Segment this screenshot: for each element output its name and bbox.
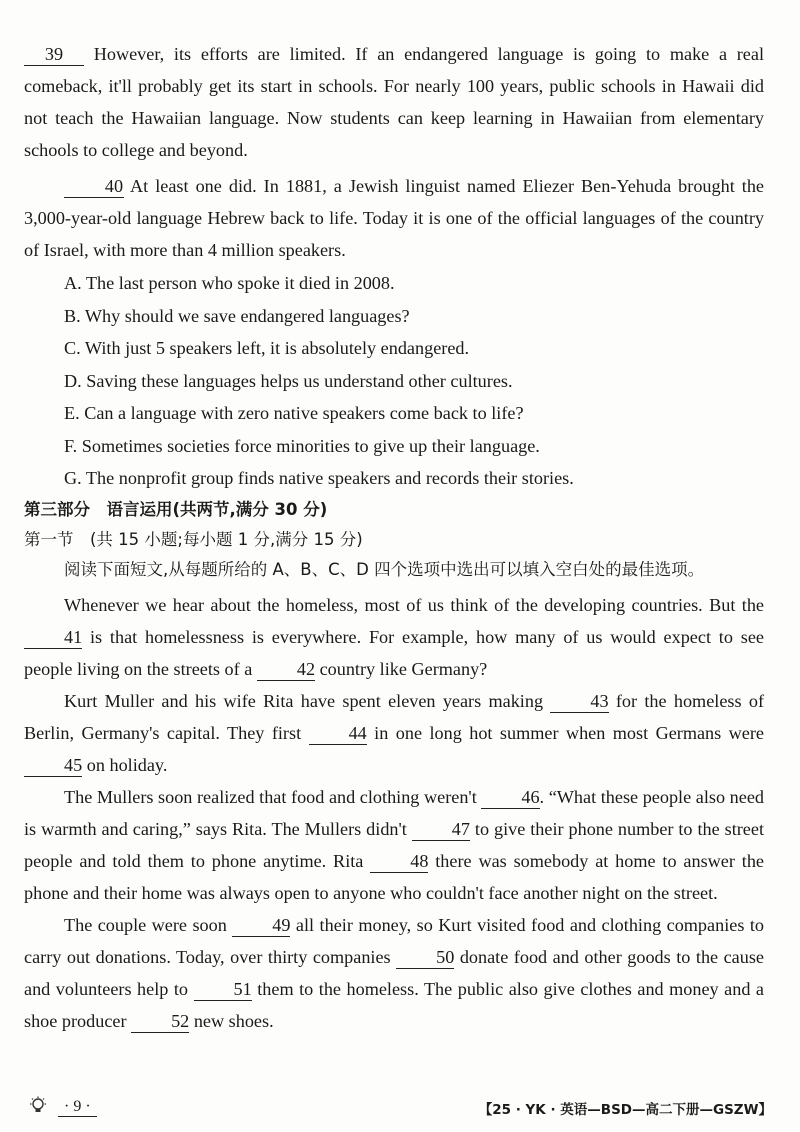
passage-paragraph-3: The Mullers soon realized that food and clothing weren't 46. “What these people also need is warmth and caring,” says Rita. The Mullers didn't 47 to give their phone number to the street people and told them to phone anytime. Rita 48 there was somebody at home to answer the phone and their home was always open to anyone who couldn't face another night on the street.	[24, 786, 765, 903]
page-number: · 9 ·	[58, 1098, 97, 1117]
page-content	[24, 38, 764, 1037]
blank-51: 51	[194, 978, 252, 1001]
passage-paragraph-4: The couple were soon 49 all their money, so Kurt visited food and clothing companies to carry out donations. Today, over thirty companies 50 donate food and other goods to the cause and volunteers help to 51 them to the homeless. The public also give clothes and money and a shoe producer 52 new shoes.	[24, 914, 765, 1031]
document-code: 【25 · YK · 英语—BSD—高二下册—GSZW】	[478, 1102, 772, 1118]
section-instructions: 阅读下面短文,从每题所给的 A、B、C、D 四个选项中选出可以填入空白处的最佳选项。	[64, 559, 705, 579]
section-title: 第三部分 语言运用(共两节,满分 30 分)	[24, 499, 328, 519]
options-list	[24, 267, 764, 495]
blank-48: 48	[370, 850, 428, 873]
blank-43: 43	[550, 690, 608, 713]
blank-46: 46	[481, 786, 539, 809]
blank-47: 47	[412, 818, 470, 841]
option-e: E. Can a language with zero native speakers come back to life?	[64, 403, 524, 423]
paragraph-39: 39 However, its efforts are limited. If an endangered language is going to make a real comeback, it'll probably get its start in schools. For nearly 100 years, public schools in Hawaii did not teach the Hawaiian language. Now students can keep learning in Hawaiian from elementary schools to college and beyond.	[24, 44, 764, 160]
page-footer	[28, 1094, 772, 1122]
blank-42: 42	[257, 658, 315, 681]
blank-44: 44	[309, 722, 367, 745]
option-f: F. Sometimes societies force minorities to give up their language.	[64, 435, 540, 456]
passage-paragraph-1: Whenever we hear about the homeless, most of us think of the developing countries. But the 41 is that homelessness is everywhere. For example, how many of us would expect to see people living on the streets of a 42 country like Germany?	[24, 594, 764, 679]
blank-40: 40	[64, 175, 124, 198]
paragraph-40: 40 At least one did. In 1881, a Jewish linguist named Eliezer Ben-Yehuda brought the 3,000-year-old language Hebrew back to life. Today it is one of the official languages of the country of Israel, with more than 4 million speakers.	[24, 176, 764, 260]
option-c: C. With just 5 speakers left, it is absolutely endangered.	[64, 338, 470, 358]
option-b: B. Why should we save endangered languages?	[64, 305, 410, 326]
blank-41: 41	[24, 626, 82, 649]
blank-52: 52	[131, 1010, 189, 1033]
blank-45: 45	[24, 754, 82, 777]
passage-paragraph-2: Kurt Muller and his wife Rita have spent eleven years making 43 for the homeless of Berlin, Germany's capital. They first 44 in one long hot summer when most Germans were 45 on holiday.	[24, 690, 765, 775]
blank-50: 50	[396, 946, 454, 969]
blank-49: 49	[232, 914, 290, 937]
section-subtitle: 第一节 (共 15 小题;每小题 1 分,满分 15 分)	[24, 529, 363, 549]
lightbulb-icon	[28, 1096, 48, 1116]
option-a: A. The last person who spoke it died in 2008.	[64, 273, 395, 293]
option-g: G. The nonprofit group finds native speakers and records their stories.	[64, 468, 574, 488]
option-d: D. Saving these languages helps us understand other cultures.	[64, 370, 513, 391]
blank-39: 39	[24, 43, 84, 66]
